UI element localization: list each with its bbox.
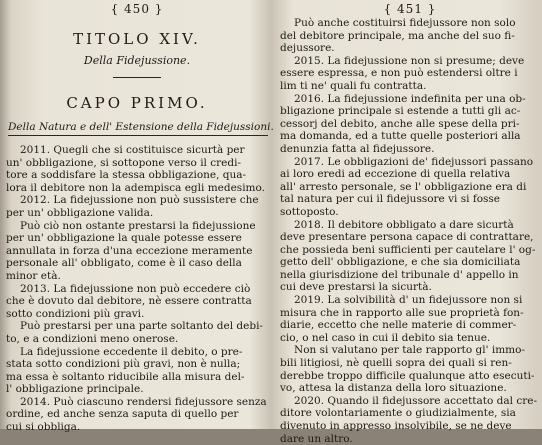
text-line: getto dell' obbligazione, e che sia domiciliata [280,256,521,269]
title-subtitle: Della Fidejussione. [83,54,191,67]
text-line: per un' obbligazione la quale potesse essere [6,232,242,245]
text-line: sottoposto. [280,205,339,218]
chapter-heading: CAPO PRIMO. [66,94,208,112]
text-line: dare un altro. [280,432,353,445]
text-line: ai loro eredi ad eccezione di quella relativa [280,168,511,181]
page-number: { 450 } [110,2,164,16]
text-line: sotto condizioni più gravi. [6,307,145,320]
title-heading: TITOLO XIV. [73,30,201,48]
text-line: 2012. La fidejussione non può sussistere che [20,194,259,207]
text-line: ordine, ed anche senza saputa di quello per [6,408,239,421]
text-line: divenuto in appresso insolvibile, se ne deve [280,420,512,432]
text-line: l' obbligazione principale. [6,383,144,396]
chapter-subtitle: Della Natura e dell' Estensione della Fidejussioni. [8,121,268,136]
text-line: bligazione principale si estende a tutti gli ac- [280,105,521,118]
text-line: misura che in rapporto alle sue proprietà fon- [280,306,524,319]
text-line: lora il debitore non la adempisca egli medesimo. [6,181,265,194]
text-line: ditore volontariamente o giudizialmente, sia [280,407,516,420]
text-line: deve presentare persona capace di contrattare, [280,231,534,244]
text-line: nella giurisdizione del tribunale d' appello in [280,268,519,281]
text-line: 2020. Quando il fidejussore accettato dal cre- [294,394,538,407]
text-line: che è dovuto dal debitore, nè essere contratta [6,295,252,308]
left-body-text [6,144,268,434]
text-line: Può ciò non ostante prestarsi la fidejussione [20,219,256,232]
text-line: ma domanda, ed a tutte quelle posteriori alla [280,130,521,143]
text-line: lim ti ne' quali fu contratta. [280,79,427,92]
text-line: stata sotto condizioni più gravi, non è nulla; [6,358,241,371]
page-number: { 451 } [383,2,437,16]
text-line: tal natura per cui il fidejussore vi si fosse [280,193,501,206]
text-line: cessorj del debito, anche alle spese della pri- [280,117,520,130]
text-line: 2011. Quegli che si costituisce sicurtà per [20,144,245,156]
text-line: ma essa è soltanto riducibile alla misura del- [6,370,245,383]
text-line: per un' obbligazione valida. [6,206,154,219]
right-body-text [280,17,540,445]
text-line: cui si obbliga. [6,421,81,434]
text-line: 2017. Le obbligazioni de' fidejussori passano [294,155,534,168]
text-line: Può anche costituirsi fidejussore non solo [294,17,516,29]
text-line: 2018. Il debitore obbligato a dare sicurtà [294,218,514,231]
text-line: dejussore. [280,42,335,55]
text-line: che possieda beni sufficienti per cautelare l' og- [280,243,536,256]
text-line: 2019. La solvibilità d' un fidejussore non si [294,294,523,307]
text-line: denunzia fatta al fidejussore. [280,142,435,155]
text-line: 2015. La fidejussione non si presume; deve [294,54,525,67]
text-line: 2014. Può ciascuno rendersi fidejussore senza [20,395,267,408]
text-line: to, e a condizioni meno onerose. [6,332,179,345]
text-line: diarie, eccetto che nelle materie di commer- [280,319,517,332]
text-line: personale all' obbligato, come è il caso della [6,257,242,270]
text-line: Non si valutano per tale rapporto gl' immo- [294,344,525,357]
text-line: cui deve prestarsi la sicurtà. [280,281,432,294]
text-line: annullata in forza d'una eccezione meramente [6,244,253,257]
text-line: vo, attesa la distanza della loro situazione. [280,382,507,395]
text-line: del debitore principale, ma anche del suo fi- [280,29,515,42]
text-line: essere espressa, e non può estendersi oltre i [280,67,518,80]
text-line: all' arresto personale, se l' obbligazione era di [280,180,527,193]
text-line: tore a soddisfare la stessa obbligazione, qua- [6,169,247,182]
left-page [6,0,274,434]
text-line: Può prestarsi per una parte soltanto del debi- [20,320,263,333]
text-line: derebbe troppo difficile qualunque atto esecuti- [280,369,535,382]
text-line: minor età. [6,269,61,282]
text-line: 2013. La fidejussione non può eccedere ciò [20,282,251,295]
text-line: bili litigiosi, nè quelli sopra dei quali si ren- [280,357,512,370]
divider-rule [113,77,161,78]
text-line: 2016. La fidejussione indefinita per una ob- [294,92,526,105]
text-line: un' obbligazione, si sottopone verso il credi- [6,156,241,169]
text-line: La fidejussione eccedente il debito, o pre- [20,345,243,358]
text-line: cio, o nel caso in cui il debito sia tenue. [280,331,491,344]
right-page [280,0,540,445]
